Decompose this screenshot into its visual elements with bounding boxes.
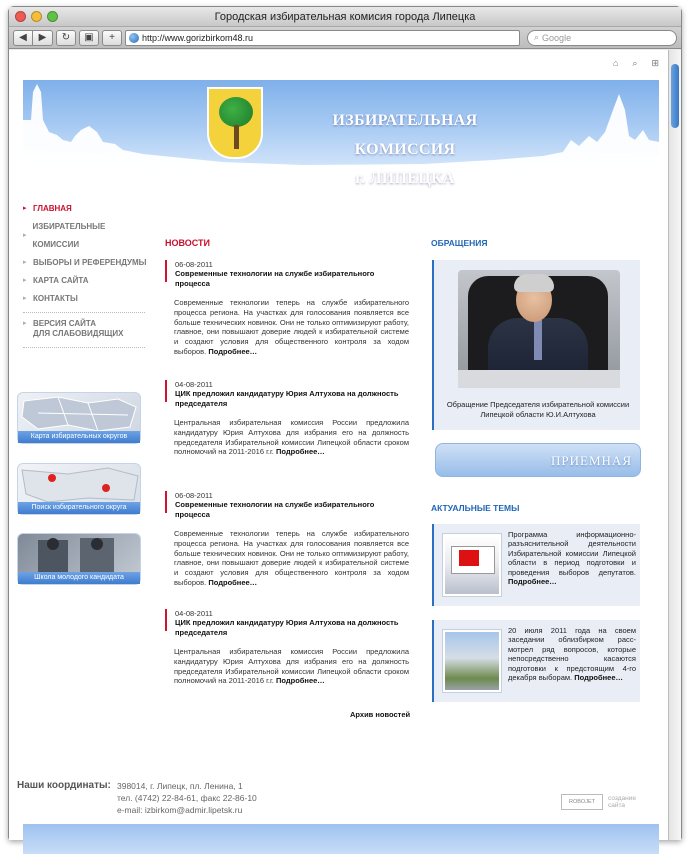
topic-summary: 20 июля 2011 года на своем заседании облизбирком расс-мотрел ряд вопросов, которые непосредственно касаются подготовки к предстоящим 4-го декабря выборам. Подробнее… [508, 626, 636, 683]
site-maker-link[interactable] [561, 794, 636, 810]
plus-icon: + [109, 32, 115, 43]
window-title: Городская избирательная комисия города Липецка [214, 11, 476, 23]
search-icon[interactable]: ⌕ [632, 58, 638, 68]
main-navigation [23, 200, 148, 354]
search-icon: ⌕ [534, 32, 540, 42]
topic-more-link[interactable]: Подробнее… [508, 577, 557, 587]
news-summary: Центральная избирательная комиссия России предложила кандидатуру Юрия Алтухова для избрания его на должность председателя Избирательной комиссии Липецкой области сроком полномочий на 2011-2016 г.г. Подробнее… [174, 418, 409, 457]
search-placeholder: Google [542, 32, 572, 43]
news-title-link[interactable]: Современные технологии на службе избирательного процесса [175, 500, 375, 519]
window-controls [15, 11, 58, 22]
site-header [23, 80, 659, 187]
forward-arrow-icon: ▶ [38, 32, 47, 43]
news-date: 06-08-2011 [175, 260, 213, 269]
nav-item-home[interactable]: ▸ ГЛАВНАЯ [23, 200, 148, 218]
footer-band [23, 824, 659, 854]
news-title-link[interactable]: ЦИК предложил кандидатуру Юрия Алтухова на должность председателя [175, 389, 399, 408]
nav-item-contacts[interactable]: ▸ КОНТАКТЫ [23, 290, 148, 308]
bullet-icon: ▸ [23, 320, 27, 327]
accessible-line2: ДЛЯ СЛАБОВИДЯЩИХ [33, 329, 124, 338]
news-accent-bar [165, 260, 167, 282]
promo-label: Карта избирательных округов [18, 431, 140, 443]
bullet-icon: ▸ [23, 295, 27, 302]
news-summary: Современные технологии теперь на службе избирательного процесса региона. На участках для голосования появляется все больше технических новинок. Они не только оптимизируют работу, главное, они повышают доверие людей к избирательной системе и создают условия для общественного контроля за ходом выборов. Подробнее… [174, 298, 409, 356]
nav-divider [23, 347, 145, 348]
contacts-block [117, 780, 257, 816]
reload-icon: ↻ [61, 32, 71, 43]
web-page [9, 50, 669, 840]
globe-icon [129, 33, 139, 43]
browser-toolbar [9, 27, 681, 49]
emblem-tree-crown [219, 97, 253, 127]
tie-shape [534, 320, 542, 360]
desk-shape [458, 370, 620, 388]
news-item [165, 609, 409, 686]
bullet-icon: ▸ [23, 259, 27, 266]
promo-district-map[interactable] [17, 392, 141, 444]
topic-building-image [443, 630, 501, 692]
nav-item-accessible-version[interactable] [23, 319, 148, 339]
appeals-heading[interactable]: ОБРАЩЕНИЯ [431, 238, 488, 248]
sitemap-icon[interactable]: ⊞ [651, 58, 659, 68]
news-date: 04-08-2011 [175, 380, 213, 389]
news-date: 04-08-2011 [175, 609, 213, 618]
maker-logo: ROBOJET [561, 794, 603, 810]
news-title-link[interactable]: ЦИК предложил кандидатуру Юрия Алтухова на должность председателя [175, 618, 399, 637]
topic-summary: Программа информационно-разъяснительной деятельности Избирательной комиссии Липецкой области в период подготовки и проведения выборов депутатов. Подробнее… [508, 530, 636, 587]
promo-label: Поиск избирательного округа [18, 502, 140, 514]
news-item [165, 380, 409, 457]
news-item [165, 260, 409, 357]
close-window-button[interactable] [15, 11, 26, 22]
district-map-thumbnail [18, 393, 142, 433]
forward-button[interactable] [33, 30, 53, 46]
news-more-link[interactable]: Подробнее… [208, 346, 258, 356]
title-bar [9, 7, 681, 27]
appeal-caption: Обращение Председателя избирательной комиссии Липецкой области Ю.И.Алтухова [446, 400, 630, 419]
site-title-line1: ИЗБИРАТЕЛЬНАЯ КОМИССИЯ [332, 112, 478, 158]
zoom-window-button[interactable] [47, 11, 58, 22]
search-field[interactable] [527, 30, 677, 46]
nav-divider [23, 312, 145, 313]
image-icon: ▣ [84, 32, 94, 43]
topic-billboard-image [443, 534, 501, 596]
browser-window [8, 6, 682, 840]
home-icon[interactable]: ⌂ [612, 58, 619, 68]
news-archive-link[interactable]: Архив новостей [350, 710, 411, 719]
promo-candidate-school[interactable] [17, 533, 141, 585]
news-item [165, 491, 409, 588]
vertical-scrollbar[interactable] [668, 50, 681, 840]
back-arrow-icon: ◀ [19, 32, 27, 43]
site-title[interactable] [285, 106, 525, 193]
address-bar[interactable] [125, 30, 520, 46]
topics-heading: АКТУАЛЬНЫЕ ТЕМЫ [431, 503, 520, 513]
topic-card[interactable] [432, 620, 640, 702]
accessible-line1: ВЕРСИЯ САЙТА [33, 319, 97, 328]
news-more-link[interactable]: Подробнее… [275, 676, 325, 686]
find-district-thumbnail [18, 464, 142, 504]
utility-icons [613, 58, 659, 69]
hair-shape [514, 274, 554, 292]
lipetsk-emblem [207, 87, 263, 159]
contact-email[interactable]: e-mail: izbirkom@admir.lipetsk.ru [117, 805, 243, 815]
topic-more-link[interactable]: Подробнее… [574, 673, 624, 683]
news-accent-bar [165, 380, 167, 402]
candidate-school-thumbnail [18, 534, 142, 574]
contact-phone: тел. (4742) 22-84-61, факс 22-86-10 [117, 793, 257, 803]
news-title-link[interactable]: Современные технологии на службе избирательного процесса [175, 269, 375, 288]
news-summary: Центральная избирательная комиссия России предложила кандидатуру Юрия Алтухова для избрания его на должность председателя Избирательной комиссии Липецкой области сроком полномочий на 2011-2016 г.г. Подробнее… [174, 647, 409, 686]
news-heading: НОВОСТИ [165, 238, 211, 248]
site-title-line2: г. ЛИПЕЦКА [355, 170, 455, 187]
nav-item-elections[interactable]: ▸ ВЫБОРЫ И РЕФЕРЕНДУМЫ [23, 254, 148, 272]
nav-item-commissions[interactable]: ▸ ИЗБИРАТЕЛЬНЫЕ КОМИССИИ [23, 222, 106, 249]
url-text: http://www.gorizbirkom48.ru [142, 32, 254, 43]
scrollbar-thumb[interactable] [671, 64, 679, 128]
reception-button[interactable] [435, 443, 641, 477]
news-date: 06-08-2011 [175, 491, 213, 500]
bullet-icon: ▸ [23, 277, 27, 284]
contact-address: 398014, г. Липецк, пл. Ленина, 1 [117, 781, 243, 791]
news-summary: Современные технологии теперь на службе избирательного процесса региона. На участках для голосования появляется все больше технических новинок. Они не только оптимизируют работу, главное, они повышают доверие людей к избирательной системе и создают условия для общественного контроля за ходом выборов. Подробнее… [174, 529, 409, 587]
history-buttons [13, 30, 53, 46]
nav-item-sitemap[interactable]: ▸ КАРТА САЙТА [23, 272, 148, 290]
reload-button[interactable] [56, 30, 76, 46]
bullet-icon: ▸ [23, 232, 27, 239]
maker-text: создание сайта [608, 794, 636, 809]
news-more-link[interactable]: Подробнее… [275, 447, 325, 457]
minimize-window-button[interactable] [31, 11, 42, 22]
promo-label: Школа молодого кандидата [18, 572, 140, 584]
back-button[interactable] [13, 30, 33, 46]
topic-card[interactable] [432, 524, 640, 606]
contacts-label: Наши координаты: [17, 780, 111, 791]
snapshot-button[interactable] [79, 30, 99, 46]
reception-label: ПРИЕМНАЯ [551, 453, 632, 468]
appeal-card[interactable] [432, 260, 640, 430]
bullet-icon: ▸ [23, 205, 27, 212]
news-accent-bar [165, 609, 167, 631]
promo-find-district[interactable] [17, 463, 141, 515]
emblem-tree-trunk [234, 125, 239, 149]
billboard-red-shape [459, 550, 479, 566]
news-more-link[interactable]: Подробнее… [208, 577, 258, 587]
add-bookmark-button[interactable] [102, 30, 122, 46]
news-accent-bar [165, 491, 167, 513]
chairman-photo [458, 270, 620, 388]
